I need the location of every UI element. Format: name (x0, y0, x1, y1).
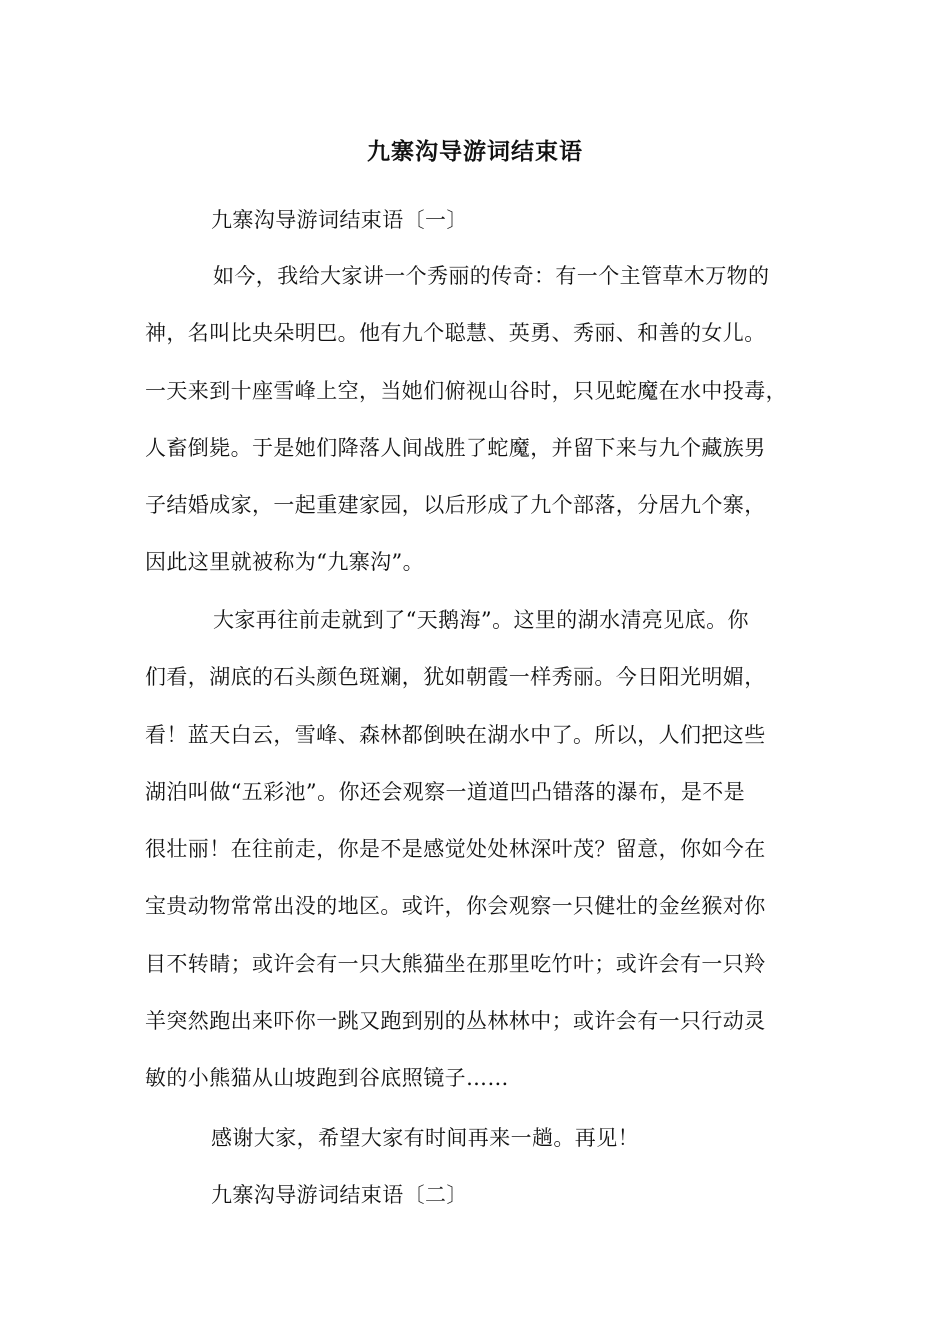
section-heading-1: 九寨沟导游词结束语〔一〕 (211, 208, 468, 232)
paragraph-line: 人畜倒毙。于是她们降落人间战胜了蛇魔，并留下来与九个藏族男 (145, 435, 766, 460)
paragraph-line: 们看，湖底的石头颜色斑斓，犹如朝霞一样秀丽。今日阳光明媚， (145, 665, 766, 690)
paragraph-line: 大家再往前走就到了“天鹅海”。这里的湖水清亮见底。你 (213, 608, 749, 632)
paragraph-legend (145, 248, 825, 592)
document-title: 九寨沟导游词结束语 (367, 138, 583, 165)
paragraph-line: 羊突然跑出来吓你一跳又跑到别的丛林林中；或许会有一只行动灵 (145, 1009, 766, 1034)
closing-line: 感谢大家，希望大家有时间再来一趟。再见！ (211, 1126, 639, 1150)
paragraph-line: 宝贵动物常常出没的地区。或许，你会观察一只健壮的金丝猴对你 (145, 894, 766, 919)
paragraph-line: 神，名叫比央朵明巴。他有九个聪慧、英勇、秀丽、和善的女儿。 (145, 321, 766, 346)
paragraph-line: 敏的小熊猫从山坡跑到谷底照镜子…… (145, 1066, 509, 1091)
paragraph-line: 子结婚成家，一起重建家园，以后形成了九个部落，分居九个寨， (145, 493, 766, 518)
section-heading-2: 九寨沟导游词结束语〔二〕 (211, 1183, 468, 1207)
paragraph-line: 如今，我给大家讲一个秀丽的传奇：有一个主管草木万物的 (213, 264, 770, 288)
paragraph-swan-lake (145, 592, 825, 1108)
paragraph-line: 一天来到十座雪峰上空，当她们俯视山谷时，只见蛇魔在水中投毒， (145, 378, 787, 403)
paragraph-line: 因此这里就被称为“九寨沟”。 (145, 550, 425, 575)
paragraph-line: 看！蓝天白云，雪峰、森林都倒映在湖水中了。所以，人们把这些 (145, 722, 766, 747)
paragraph-line: 目不转睛；或许会有一只大熊猫坐在那里吃竹叶；或许会有一只羚 (145, 951, 766, 976)
paragraph-line: 很壮丽！在往前走，你是不是感觉处处林深叶茂？留意，你如今在 (145, 837, 766, 862)
paragraph-line: 湖泊叫做“五彩池”。你还会观察一道道凹凸错落的瀑布，是不是 (145, 779, 746, 804)
